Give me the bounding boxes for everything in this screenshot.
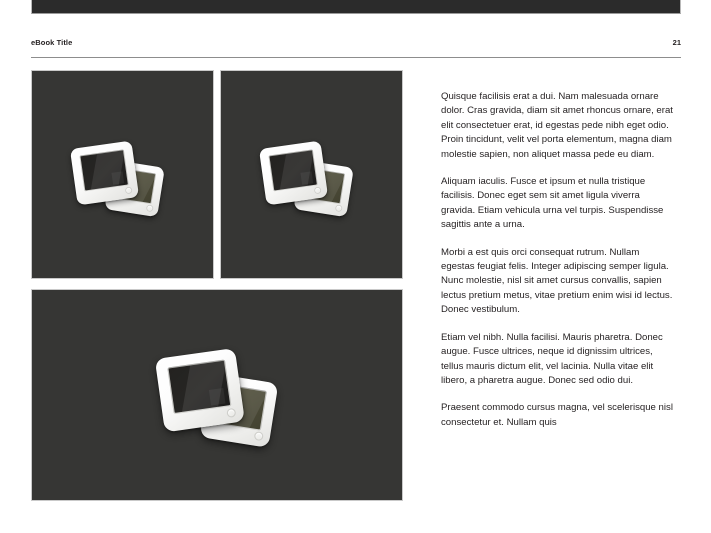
- header-divider: [31, 57, 681, 58]
- body-paragraph: Praesent commodo cursus magna, vel scelerisque nisl consectetur et. Nullam quis: [441, 402, 673, 428]
- slide-frames-graphic: [153, 342, 287, 454]
- body-paragraph: Quisque facilisis erat a dui. Nam malesuada ornare dolor. Cras gravida, diam sit amet rhoncus ornare, erat elit consectetuer erat, id egestas pede nibh eget odio. Proin tincidunt, velit vel porta elementum, magna diam molestie sapien, non aliquet massa pede eu diam.: [441, 91, 673, 160]
- slide-frames-graphic: [257, 136, 360, 222]
- slide-frames-graphic: [68, 136, 171, 222]
- page-number: 21: [672, 38, 681, 47]
- slide-corner-dot-icon: [125, 187, 133, 195]
- screen-glare-secondary: [209, 388, 226, 405]
- screen-glare-secondary: [300, 171, 313, 184]
- header-title: eBook Title: [31, 38, 73, 47]
- slide-corner-dot-icon: [146, 204, 154, 212]
- running-header: [31, 38, 681, 56]
- slide-screen-dark: [169, 361, 231, 413]
- slide-corner-dot-icon: [226, 408, 236, 418]
- body-paragraph: Morbi a est quis orci consequat rutrum. Nullam egestas feugiat felis. Integer adipiscing semper ligula. Nunc molestie, nisl sit amet cursus convallis, sapien lectus pretium metus, vitae pretium enim wisi id lectus. Donec vestibulum.: [441, 246, 673, 316]
- figure-top-left: [31, 70, 214, 279]
- body-paragraph: Etiam vel nibh. Nulla facilisi. Mauris pharetra. Donec augue. Fusce ultrices, neque id dignissim ultrices, tellus mauris dictum elit, vel lacinia. Nulla vitae elit libero, a pharetra augue. Donec sed odio dui.: [441, 331, 663, 386]
- slide-bezel: [167, 359, 231, 414]
- screen-glare-secondary: [111, 171, 124, 184]
- photo-slide-front: [70, 141, 139, 206]
- slide-bezel: [269, 149, 318, 191]
- slide-corner-dot-icon: [254, 431, 264, 441]
- slide-screen-dark: [80, 150, 127, 190]
- body-paragraph: Aliquam iaculis. Fusce et ipsum et nulla tristique facilisis. Donec eget sem sit amet ligula viverra gravida. Etiam vehicula urna vel turpis. Suspendisse sagittis ante a urna.: [441, 176, 664, 231]
- photo-slide-front: [259, 141, 328, 206]
- figure-bottom-wide: [31, 289, 403, 501]
- slide-corner-dot-icon: [314, 187, 322, 195]
- slide-screen-dark: [269, 150, 316, 190]
- photo-slide-front: [155, 348, 245, 432]
- body-text-column: [441, 90, 674, 430]
- slide-corner-dot-icon: [335, 204, 343, 212]
- screen-glare: [181, 361, 228, 413]
- top-decorative-band: [31, 0, 681, 14]
- slide-bezel: [80, 149, 129, 191]
- figure-top-right: [220, 70, 403, 279]
